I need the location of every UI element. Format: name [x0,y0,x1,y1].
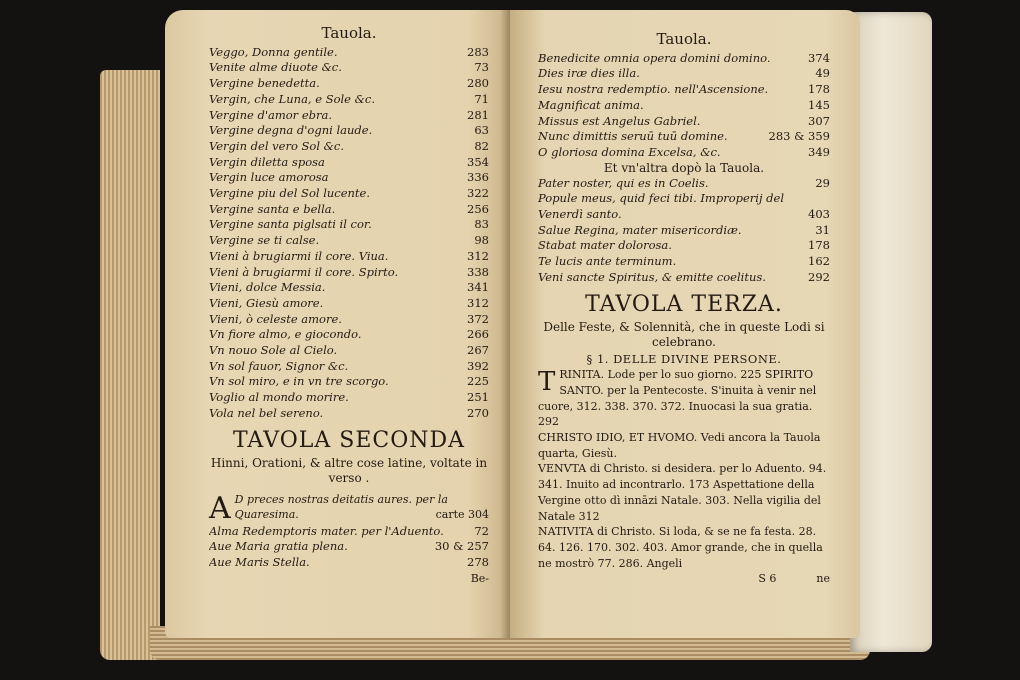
page-footer [538,571,830,587]
entry-page-number: 162 [808,254,830,269]
first-entry-text: D preces nostras deitatis aures. per la Quaresima. [234,492,448,522]
entry-title: Veni sancte Spiritus, & emitte coelitus. [538,269,766,284]
entry-page-number: 292 [808,269,830,284]
entry-title: Benedicite omnia opera domini domino. [538,50,771,65]
drop-cap: A [209,490,231,526]
entry-title: Venite alme diuote &c. [209,60,342,75]
entry-page-number: 82 [474,138,489,153]
entry-title: Vergine piu del Sol lucente. [209,186,371,201]
cover-flap [850,12,932,652]
entry-title: Vergin, che Luna, e Sole &c. [209,91,375,106]
index-entry [538,98,830,114]
subsection-heading: § 1. DELLE DIVINE PERSONE. [586,351,782,366]
entry-title: Vola nel bel sereno. [209,405,324,420]
entry-page-number: 392 [467,358,489,373]
index-entry [209,359,489,375]
index-entry [538,129,830,145]
entry-title: Popule meus, quid feci tibi. Improperij del Venerdì santo. [538,191,785,222]
entry-page-number: 374 [808,50,830,65]
page-edges-left [100,70,160,660]
running-title: Tauola. [656,30,712,48]
entry-title: Pater noster, qui es in Coelis. [538,175,709,190]
entry-title: Vergine santa piglsati il cor. [209,217,372,232]
index-entry [209,60,489,76]
entry-page-number: 280 [467,76,489,91]
entry-page-number: 225 [467,374,489,389]
note: Et vn'altra dopò la Tauola. [603,160,765,175]
index-entry [209,265,489,281]
index-entry [209,170,489,186]
section-subheading: Hinni, Orationi, & altre cose latine, voltate in verso . [210,455,488,485]
entry-title: Dies iræ dies illa. [538,66,640,81]
index-list-latin [209,524,489,571]
entry-title: Vergin del vero Sol &c. [209,138,345,153]
entry-title: Vergine degna d'ogni laude. [209,123,373,138]
entry-page-number: 266 [467,327,489,342]
entry-page-number: 71 [474,91,489,106]
index-list [538,51,830,161]
paragraph-trinita [538,367,830,430]
drop-cap-t: T [538,367,556,398]
entry-title: Te lucis ante terminum. [538,254,677,269]
entry-title: Missus est Angelus Gabriel. [538,113,701,128]
entry-page-number: 63 [474,123,489,138]
entry-page-number: 29 [815,175,830,190]
index-entry [209,374,489,390]
index-entry [538,82,830,98]
section-heading: TAVOLA TERZA. [585,291,783,317]
entry-page-number: 278 [467,554,489,569]
index-entry [538,238,830,254]
paragraph-venuta: VENVTA di Christo. si desidera. per lo Aduento. 94. 341. Inuito ad incontrarlo. 173 Aspettatione della Vergine otto dì innāzi Natale. 303. Nella vigilia del Natale 312 [538,462,827,523]
index-entry [209,92,489,108]
entry-title: Vergine benedetta. [209,76,320,91]
right-column [538,32,830,587]
signature-mark: S 6 [758,572,777,586]
entry-page-number: 322 [467,186,489,201]
entry-title: Vn fiore almo, e giocondo. [209,327,362,342]
index-entry [209,555,489,571]
left-column [209,26,489,586]
entry-title: Nunc dimittis seruū tuū domine. [538,129,728,144]
entry-page-number: 341 [467,280,489,295]
paragraph-christo: CHRISTO IDIO, ET HVOMO. Vedi ancora la Tauola quarta, Giesù. [538,431,821,460]
first-entry-number: carte 304 [435,508,489,522]
entry-page-number: 349 [808,144,830,159]
entry-page-number: 98 [474,233,489,248]
entry-page-number: 73 [474,60,489,75]
entry-page-number: 251 [467,390,489,405]
entry-title: Vergine d'amor ebra. [209,107,332,122]
entry-title: Aue Maris Stella. [209,554,310,569]
entry-page-number: 72 [474,523,489,538]
section-subheading: Delle Feste, & Solennità, che in queste Lodi si celebrano. [543,319,825,349]
index-entry [538,145,830,161]
index-entry [209,76,489,92]
entry-page-number: 256 [467,201,489,216]
index-entry [538,270,830,286]
index-entry [209,280,489,296]
entry-title: Vieni, ò celeste amore. [209,311,342,326]
entry-page-number: 336 [467,170,489,185]
entry-title: Stabat mater dolorosa. [538,238,672,253]
entry-page-number: 354 [467,154,489,169]
entry-title: Iesu nostra redemptio. nell'Ascensione. [538,82,769,97]
index-entry [209,233,489,249]
entry-page-number: 178 [808,238,830,253]
catchword: Be- [470,571,489,585]
index-entry [209,296,489,312]
entry-page-number: 307 [808,113,830,128]
entry-title: Vn sol fauor, Signor &c. [209,358,349,373]
left-page [165,10,510,638]
index-entry [538,66,830,82]
running-title: Tauola. [321,24,377,42]
index-entry [209,108,489,124]
index-entry [209,406,489,422]
index-list-continued [538,176,830,286]
entry-title: Vergin diletta sposa [209,154,325,169]
entry-page-number: 145 [808,97,830,112]
entry-title: Alma Redemptoris mater. per l'Aduento. [209,523,444,538]
index-entry [209,202,489,218]
entry-title: Vieni à brugiarmi il core. Spirto. [209,264,399,279]
index-entry [538,191,830,222]
index-list [209,45,489,422]
entry-page-number: 312 [467,248,489,263]
entry-page-number: 281 [467,107,489,122]
index-entry [209,327,489,343]
entry-page-number: 267 [467,343,489,358]
index-entry [209,312,489,328]
catchword: ne [816,572,830,586]
index-entry [538,176,830,192]
index-entry [209,249,489,265]
entry-page-number: 270 [467,405,489,420]
section-heading: TAVOLA SECONDA [232,427,466,453]
entry-title: Vieni, Giesù amore. [209,295,324,310]
entry-page-number: 312 [467,295,489,310]
index-entry [209,539,489,555]
first-entry [209,490,489,526]
entry-page-number: 283 & 359 [768,129,830,144]
index-entry [209,139,489,155]
entry-title: Aue Maria gratia plena. [209,539,348,554]
entry-title: Vergine se ti calse. [209,233,320,248]
entry-title: Veggo, Donna gentile. [209,44,338,59]
index-entry [209,524,489,540]
entry-title: Vieni, dolce Messia. [209,280,326,295]
entry-title: Vn nouo Sole al Cielo. [209,343,338,358]
index-entry [538,223,830,239]
entry-page-number: 338 [467,264,489,279]
index-entry [209,390,489,406]
entry-title: Vergin luce amorosa [209,170,329,185]
index-entry [209,186,489,202]
paragraph-nativita: NATIVITA di Christo. Si loda, & se ne fa festa. 28. 64. 126. 170. 302. 403. Amor grande, che in quella ne mostrò 77. 286. Angeli [538,525,823,570]
index-entry [209,343,489,359]
entry-title: Salue Regina, mater misericordiæ. [538,222,742,237]
index-entry [538,114,830,130]
index-entry [209,123,489,139]
entry-page-number: 403 [808,207,830,222]
entry-page-number: 178 [808,82,830,97]
entry-page-number: 83 [474,217,489,232]
entry-title: Vn sol miro, e in vn tre scorgo. [209,374,389,389]
entry-page-number: 283 [467,44,489,59]
index-entry [209,45,489,61]
entry-page-number: 372 [467,311,489,326]
entry-title: Magnificat anima. [538,97,644,112]
entry-title: Voglio al mondo morire. [209,390,349,405]
entry-title: Vergine santa e bella. [209,201,336,216]
index-entry [538,254,830,270]
entry-title: O gloriosa domina Excelsa, &c. [538,144,721,159]
entry-page-number: 31 [815,222,830,237]
index-entry [538,51,830,67]
right-page [510,10,860,638]
entry-page-number: 30 & 257 [434,539,489,554]
index-entry [209,155,489,171]
paragraph-text: RINITA. Lode per lo suo giorno. 225 SPIRITO SANTO. per la Pentecoste. S'inuita à venir nel cuore, 312. 338. 370. 372. Inuocasi la sua gratia. 292 [538,368,817,429]
entry-title: Vieni à brugiarmi il core. Viua. [209,248,389,263]
index-entry [209,217,489,233]
entry-page-number: 49 [815,66,830,81]
